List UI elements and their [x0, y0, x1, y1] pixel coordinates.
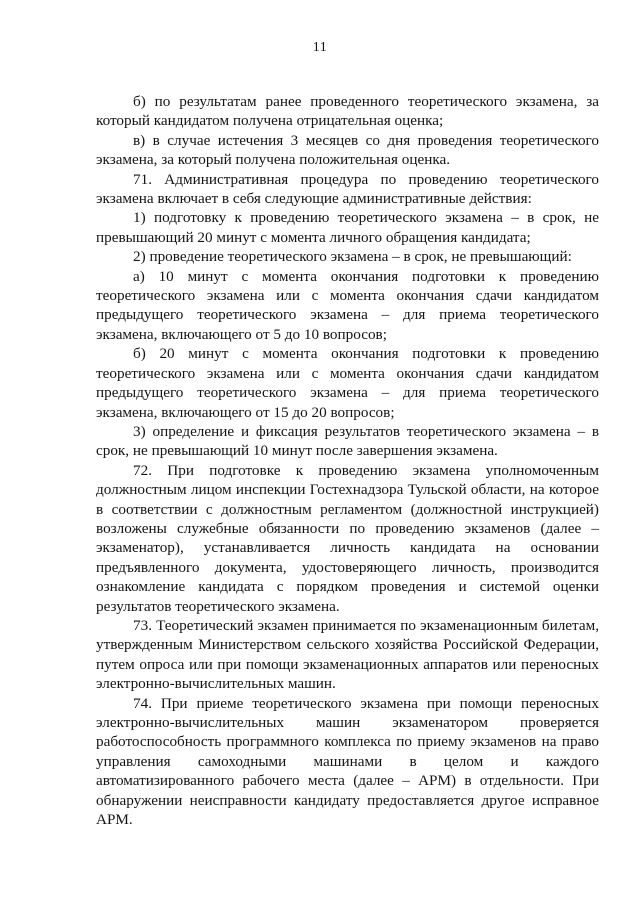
paragraph-73: 73. Теоретический экзамен принимается по экзаменационным билетам, утвержденным Министерством сельского хозяйства Российской Федерации, путем опроса или при помощи экзаменационных аппаратов или переносных электронно-вычислительных машин.	[96, 616, 599, 693]
paragraph-71: 71. Административная процедура по проведению теоретического экзамена включает в себя следующие административные действия:	[96, 170, 599, 208]
paragraph-71-item-3: 3) определение и фиксация результатов теоретического экзамена – в срок, не превышающий 10 минут после завершения экзамена.	[96, 422, 599, 460]
page-number: 11	[312, 40, 328, 55]
paragraph-72: 72. При подготовке к проведению экзамена уполномоченным должностным лицом инспекции Гостехнадзора Тульской области, на которое в соответствии с должностным регламентом (должностной инструкцией) возложены служебные обязанности по проведению экзаменов (далее – экзаменатор), устанавливается личность кандидата на основании предъявленного документа, удостоверяющего личность, производится ознакомление кандидата с порядком проведения и системой оценки результатов теоретического экзамена.	[96, 461, 599, 615]
paragraph-71-item-2: 2) проведение теоретического экзамена – в срок, не превышающий:	[133, 248, 572, 266]
paragraph-71-item-2b: б) 20 минут с момента окончания подготовки к проведению теоретического экзамена или с момента окончания сдачи кандидатом предыдущего теоретического экзамена – для приема теоретического экзамена, включающего от 15 до 20 вопросов;	[96, 345, 599, 421]
paragraph-b-negative-result: б) по результатам ранее проведенного теоретического экзамена, за который кандидатом получена отрицательная оценка;	[96, 93, 599, 130]
paragraph-71-item-1: 1) подготовку к проведению теоретического экзамена – в срок, не превышающий 20 минут с момента личного обращения кандидата;	[96, 209, 599, 246]
paragraph-71-item-2a: а) 10 минут с момента окончания подготовки к проведению теоретического экзамена или с момента окончания сдачи кандидатом предыдущего теоретического экзамена – для приема теоретического экзамена, включающего от 5 до 10 вопросов;	[96, 267, 599, 343]
paragraph-v-three-months: в) в случае истечения 3 месяцев со дня проведения теоретического экзамена, за который получена положительная оценка.	[96, 131, 599, 169]
paragraph-74: 74. При приеме теоретического экзамена при помощи переносных электронно-вычислительных машин экзаменатором проверяется работоспособность программного комплекса по приему экзаменов на право управления самоходными машинами в целом и каждого автоматизированного рабочего места (далее – АРМ) в отдельности. При обнаружении неисправности кандидату предоставляется другое исправное АРМ.	[96, 694, 599, 829]
document-body	[96, 92, 599, 829]
